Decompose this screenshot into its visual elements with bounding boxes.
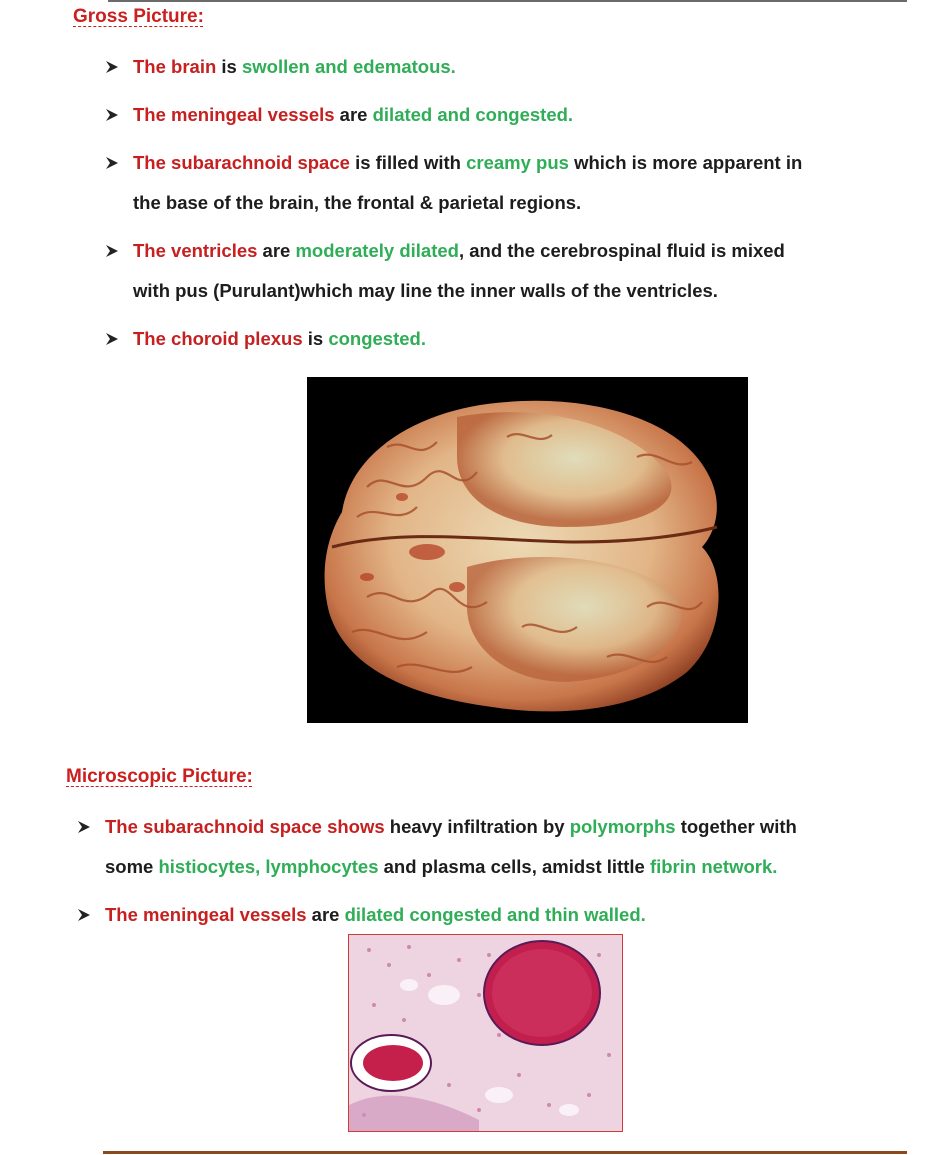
- gross-bullet-3: [105, 143, 802, 223]
- gross-4-plain-a: are: [257, 240, 296, 261]
- gross-3-red: The subarachnoid space: [133, 152, 350, 173]
- micro-bullet-1: [77, 807, 797, 887]
- gross-3-plain-b: which is more apparent in: [568, 152, 803, 173]
- arrowhead-bullet-icon: [105, 47, 125, 87]
- arrowhead-bullet-icon: [105, 319, 125, 359]
- gross-1-plain: is: [216, 56, 242, 77]
- gross-5-green: congested.: [328, 328, 426, 349]
- gross-5-plain: is: [302, 328, 329, 349]
- micro-1-green: polymorphs: [569, 816, 676, 837]
- gross-2-green: dilated and congested.: [372, 104, 574, 125]
- micro-2-green: dilated congested and thin walled.: [344, 904, 646, 925]
- gross-4-line2: with pus (Purulant)which may line the inner walls of the ventricles.: [133, 280, 718, 301]
- micro-2-plain: are: [306, 904, 345, 925]
- gross-4-green: moderately dilated: [295, 240, 459, 261]
- micro-1-plain-a: heavy infiltration by: [384, 816, 570, 837]
- gross-2-plain: are: [334, 104, 373, 125]
- gross-bullet-4: [105, 231, 785, 311]
- gross-3-plain-a: is filled with: [349, 152, 467, 173]
- top-divider: [108, 0, 907, 2]
- gross-bullet-1: [105, 47, 456, 87]
- micro-1-l2-d: fibrin network.: [649, 856, 778, 877]
- gross-2-red: The meningeal vessels: [133, 104, 335, 125]
- micro-1-l2-b: histiocytes, lymphocytes: [158, 856, 379, 877]
- micro-2-red: The meningeal vessels: [105, 904, 307, 925]
- gross-picture-heading: Gross Picture:: [73, 6, 204, 27]
- micro-1-l2-a: some: [105, 856, 159, 877]
- arrowhead-bullet-icon: [105, 95, 125, 135]
- gross-bullet-2: [105, 95, 573, 135]
- arrowhead-bullet-icon: [105, 143, 125, 183]
- micro-1-plain-b: together with: [675, 816, 797, 837]
- gross-1-red: The brain: [133, 56, 217, 77]
- micro-bullet-2: [77, 895, 646, 935]
- gross-3-line2: the base of the brain, the frontal & parietal regions.: [133, 192, 582, 213]
- gross-4-red: The ventricles: [133, 240, 258, 261]
- gross-4-plain-b: , and the cerebrospinal fluid is mixed: [458, 240, 785, 261]
- gross-3-green: creamy pus: [466, 152, 569, 173]
- microscopic-picture-heading: Microscopic Picture:: [66, 766, 253, 787]
- micro-1-red: The subarachnoid space shows: [105, 816, 385, 837]
- gross-5-red: The choroid plexus: [133, 328, 303, 349]
- bottom-divider: [103, 1151, 907, 1154]
- micro-1-l2-c: and plasma cells, amidst little: [378, 856, 650, 877]
- arrowhead-bullet-icon: [105, 231, 125, 271]
- arrowhead-bullet-icon: [77, 895, 97, 935]
- arrowhead-bullet-icon: [77, 807, 97, 847]
- micrograph-photo: [348, 934, 623, 1132]
- gross-1-green: swollen and edematous.: [241, 56, 456, 77]
- gross-brain-photo: [307, 377, 748, 723]
- gross-bullet-5: [105, 319, 426, 359]
